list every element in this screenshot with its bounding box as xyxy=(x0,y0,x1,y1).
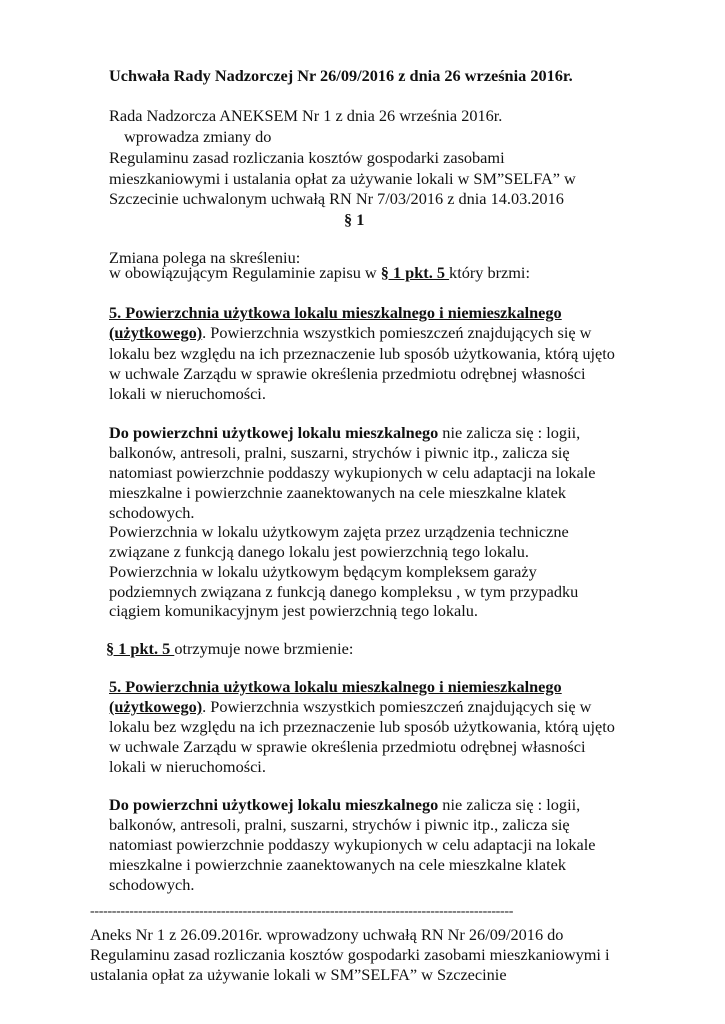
new-intro-suffix: otrzymuje nowe brzmienie: xyxy=(174,639,354,658)
intro-line: Szczecinie uchwalonym uchwałą RN Nr 7/03/2016 z dnia 14.03.2016 xyxy=(109,189,564,208)
new-heading-line: 5. Powierzchnia użytkowa lokalu mieszkalnego i niemieszkalnego xyxy=(109,677,562,696)
change-intro-suffix: który brzmi: xyxy=(449,263,530,282)
new-p2-line: schodowych. xyxy=(109,875,195,894)
old-p2-line: mieszkalne i powierzchnie zaanektowanych na cele mieszkalne klatek xyxy=(109,483,567,502)
old-p2-bold: Do powierzchni użytkowej lokalu mieszkalnego xyxy=(109,423,439,442)
change-intro-prefix: w obowiązującym Regulaminie zapisu w xyxy=(109,263,381,282)
section-reference: § 1 pkt. 5 xyxy=(106,639,175,658)
new-body-line: lokalu bez względu na ich przeznaczenie lub sposób użytkowania, którą ujęto xyxy=(109,717,615,736)
old-p2-line: podziemnych związana z funkcją danego kompleksu , w tym przypadku xyxy=(109,582,579,601)
old-p2-rest: nie zalicza się : logii, xyxy=(438,423,581,442)
document-title: Uchwała Rady Nadzorczej Nr 26/09/2016 z dnia 26 września 2016r. xyxy=(109,66,573,85)
intro-line: Rada Nadzorcza ANEKSEM Nr 1 z dnia 26 września 2016r. xyxy=(109,106,503,125)
old-body-line: lokalu bez względu na ich przeznaczenie lub sposób użytkowania, którą ujęto xyxy=(109,344,615,363)
footer-line: ustalania opłat za używanie lokali w SM”SELFA” w Szczecinie xyxy=(90,965,507,984)
new-intro-line xyxy=(106,639,353,659)
old-body-line: lokali w nieruchomości. xyxy=(109,384,266,403)
change-intro-line: Zmiana polega na skreśleniu: xyxy=(109,248,301,267)
old-heading-line xyxy=(109,323,591,343)
new-p2-line: balkonów, antresoli, pralni, suszarni, strychów i piwnic itp., zalicza się xyxy=(109,815,570,834)
intro-line: mieszkaniowymi i ustalania opłat za używanie lokali w SM”SELFA” w xyxy=(109,169,576,188)
old-p2-line: związane z funkcją danego lokalu jest powierzchnią tego lokalu. xyxy=(109,542,529,561)
change-intro-line xyxy=(109,263,530,283)
old-p2-line: natomiast powierzchnie poddaszy wykupionych w celu adaptacji na lokale xyxy=(109,463,596,482)
new-body-line: w uchwale Zarządu w sprawie określenia przedmiotu odrębnej własności xyxy=(109,737,586,756)
old-heading-bold: (użytkowego) xyxy=(109,323,203,342)
intro-line: Regulaminu zasad rozliczania kosztów gospodarki zasobami xyxy=(109,148,505,167)
new-heading-bold: (użytkowego) xyxy=(109,697,203,716)
section-reference: § 1 pkt. 5 xyxy=(380,263,450,282)
new-heading-line xyxy=(109,697,591,717)
old-p2-line: ciągiem komunikacyjnym jest powierzchnią tego lokalu. xyxy=(109,601,478,620)
old-heading-line: 5. Powierzchnia użytkowa lokalu mieszkalnego i niemieszkalnego xyxy=(109,303,562,322)
old-p2-line: balkonów, antresoli, pralni, suszarni, strychów i piwnic itp., zalicza się xyxy=(109,443,570,462)
intro-line: wprowadza zmiany do xyxy=(124,127,272,146)
new-heading-continuation: . Powierzchnia wszystkich pomieszczeń znajdujących się w xyxy=(202,697,592,716)
new-body-line: lokali w nieruchomości. xyxy=(109,757,266,776)
old-p2-line: Powierzchnia w lokalu użytkowym zajęta przez urządzenia techniczne xyxy=(109,522,569,541)
old-body-line: w uchwale Zarządu w sprawie określenia przedmiotu odrębnej własności xyxy=(109,364,586,383)
new-p2-bold: Do powierzchni użytkowej lokalu mieszkalnego xyxy=(109,795,439,814)
new-p2-line: natomiast powierzchnie poddaszy wykupionych w celu adaptacji na lokale xyxy=(109,835,596,854)
footer-divider: ------------------------------------------------------------------------------------------------- xyxy=(90,904,514,919)
footer-line: Aneks Nr 1 z 26.09.2016r. wprowadzony uchwałą RN Nr 26/09/2016 do xyxy=(90,925,564,944)
new-p2-rest: nie zalicza się : logii, xyxy=(438,795,581,814)
old-heading-continuation: . Powierzchnia wszystkich pomieszczeń znajdujących się w xyxy=(202,323,592,342)
new-p2-line: mieszkalne i powierzchnie zaanektowanych na cele mieszkalne klatek xyxy=(109,855,567,874)
footer-line: Regulaminu zasad rozliczania kosztów gospodarki zasobami mieszkaniowymi i xyxy=(90,945,610,964)
new-p2-line xyxy=(109,795,580,815)
section-mark: § 1 xyxy=(344,210,365,229)
old-p2-line xyxy=(109,423,580,443)
old-p2-line: Powierzchnia w lokalu użytkowym będącym kompleksem garaży xyxy=(109,562,537,581)
old-p2-line: schodowych. xyxy=(109,503,195,522)
